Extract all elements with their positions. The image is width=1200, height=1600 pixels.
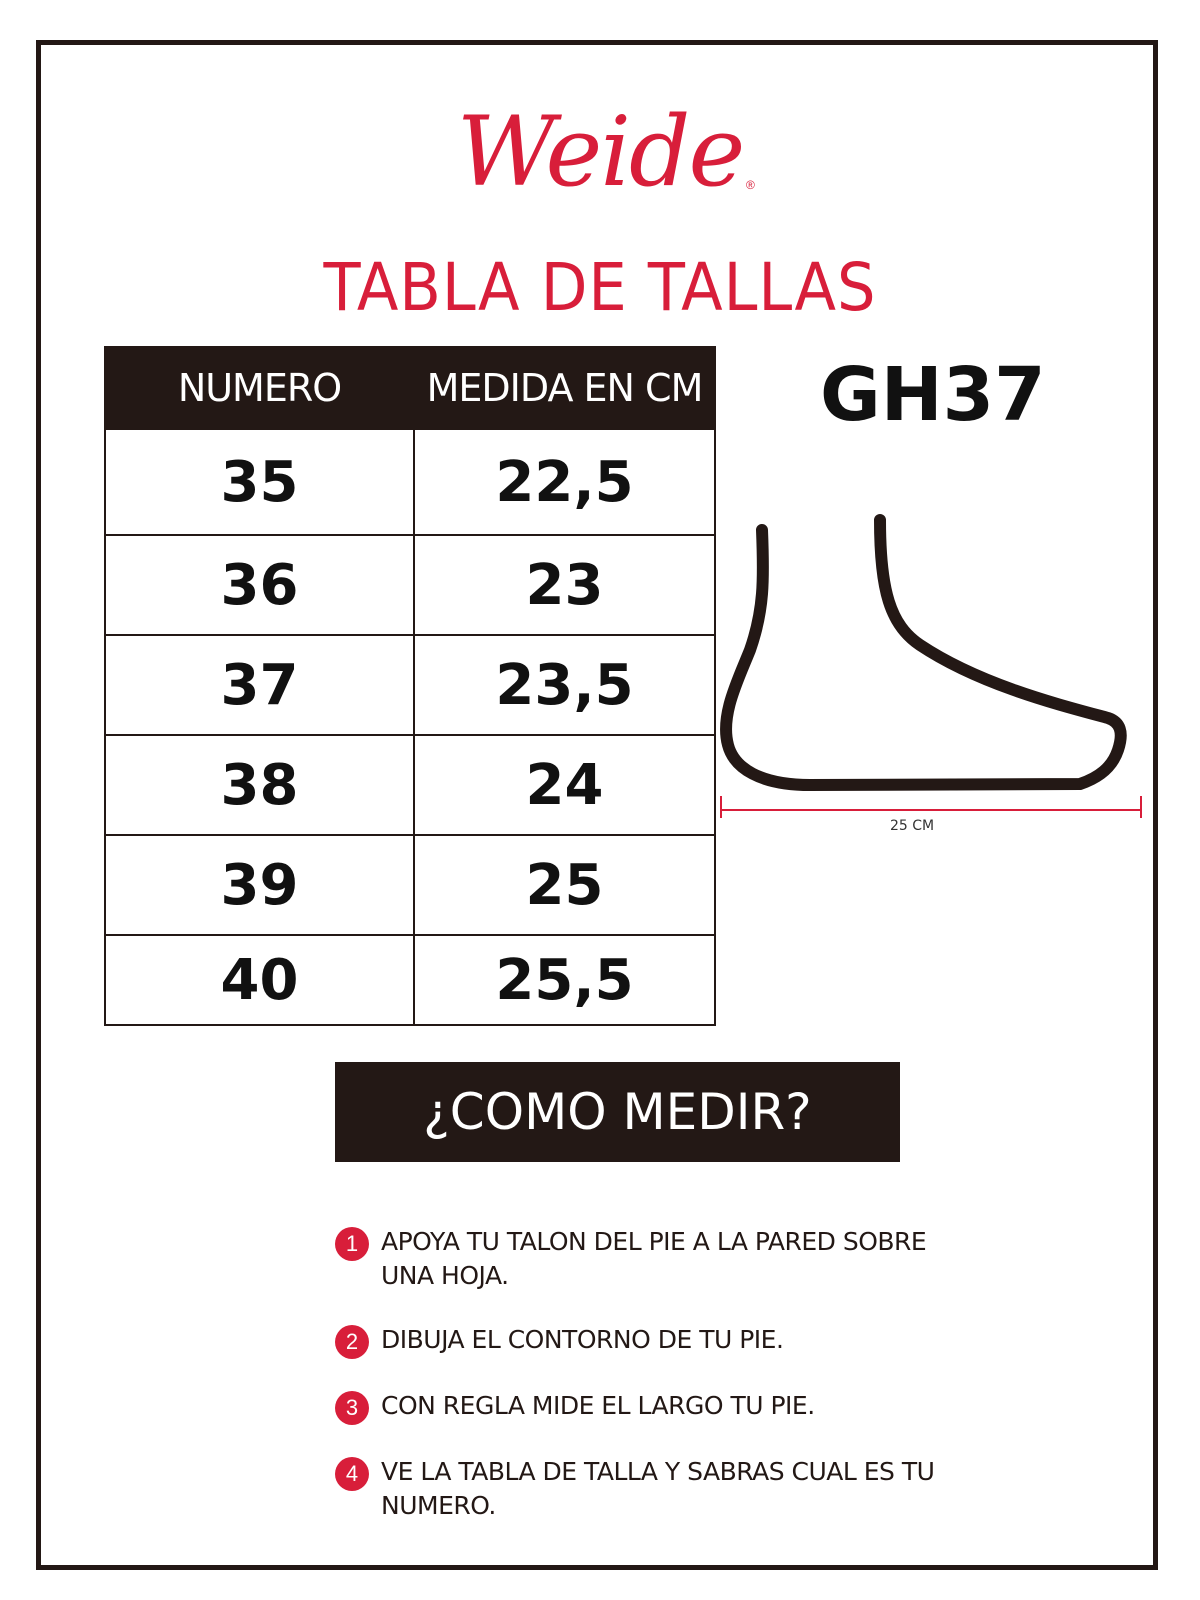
page-title: TABLA DE TALLAS (323, 249, 877, 326)
how-to-banner: ¿COMO MEDIR? (335, 1062, 900, 1162)
column-header-numero: NUMERO (105, 347, 414, 429)
table-row (105, 535, 715, 635)
step-text: DIBUJA EL CONTORNO DE TU PIE. (381, 1325, 784, 1354)
size-table (104, 346, 716, 1026)
size-number: 39 (105, 835, 414, 935)
how-to-steps (335, 1225, 955, 1553)
step-item (335, 1389, 955, 1425)
size-cm: 25 (414, 835, 715, 935)
size-cm: 23 (414, 535, 715, 635)
step-number-badge: 4 (335, 1457, 369, 1491)
table-row (105, 835, 715, 935)
foot-contour (726, 520, 1121, 785)
step-item (335, 1455, 955, 1523)
table-row (105, 635, 715, 735)
size-cm: 23,5 (414, 635, 715, 735)
table-header-row (105, 347, 715, 429)
step-text: APOYA TU TALON DEL PIE A LA PARED SOBRE UNA HOJA. (381, 1227, 927, 1290)
foot-outline-icon (720, 500, 1160, 820)
size-number: 36 (105, 535, 414, 635)
step-number-badge: 1 (335, 1227, 369, 1261)
step-text: CON REGLA MIDE EL LARGO TU PIE. (381, 1391, 815, 1420)
table-row (105, 935, 715, 1025)
size-cm: 24 (414, 735, 715, 835)
size-number: 40 (105, 935, 414, 1025)
size-cm: 25,5 (414, 935, 715, 1025)
step-text: VE LA TABLA DE TALLA Y SABRAS CUAL ES TU NUMERO. (381, 1457, 935, 1520)
model-code: GH37 (820, 352, 1046, 438)
size-number: 38 (105, 735, 414, 835)
measure-label: 25 CM (890, 818, 935, 834)
step-item (335, 1323, 955, 1359)
size-number: 37 (105, 635, 414, 735)
brand-logo: Weide (456, 96, 744, 208)
registered-mark: ® (746, 178, 755, 192)
size-number: 35 (105, 429, 414, 535)
step-number-badge: 2 (335, 1325, 369, 1359)
step-number-badge: 3 (335, 1391, 369, 1425)
size-cm: 22,5 (414, 429, 715, 535)
column-header-medida: MEDIDA EN CM (414, 347, 715, 429)
table-row (105, 429, 715, 535)
table-row (105, 735, 715, 835)
step-item (335, 1225, 955, 1293)
